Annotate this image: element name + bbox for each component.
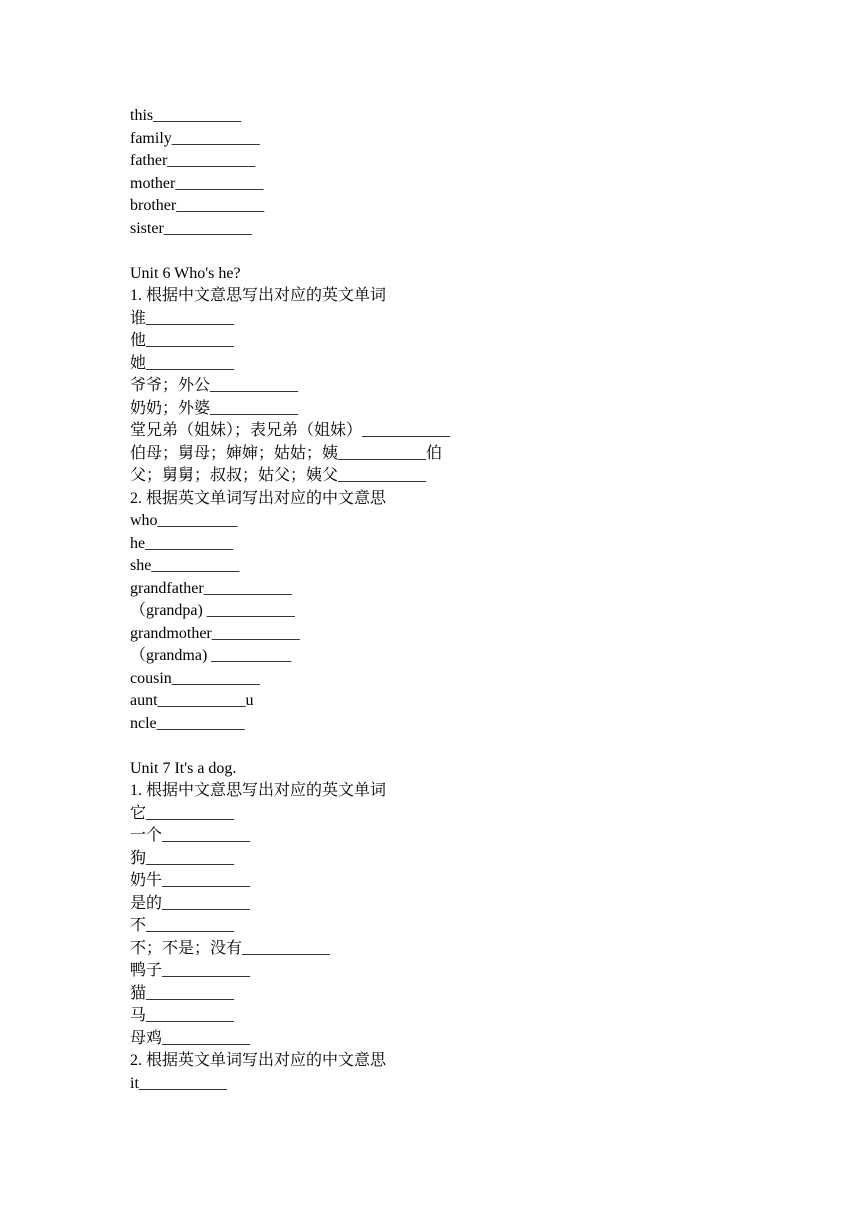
vocab-line: 狗___________	[130, 849, 235, 867]
vocab-line: brother___________	[130, 197, 265, 214]
vocab-line: she___________	[130, 557, 240, 574]
vocab-line: father___________	[130, 152, 256, 169]
exercise-instruction: 1. 根据中文意思写出对应的英文单词	[130, 287, 387, 304]
vocab-line: ncle___________	[130, 714, 245, 732]
unit6-section	[130, 263, 750, 736]
unit-heading: Unit 7 It's a dog.	[130, 759, 237, 777]
vocab-line: 不___________	[130, 917, 235, 934]
document-page	[130, 105, 750, 1095]
vocab-line: （grandpa) ___________	[130, 602, 295, 619]
vocab-line: grandmother___________	[130, 624, 300, 642]
vocab-line: cousin___________	[130, 669, 260, 687]
vocab-line: it___________	[130, 1074, 227, 1092]
vocab-line: family___________	[130, 129, 260, 147]
vocab-line: 她___________	[130, 354, 235, 372]
vocab-line: 它___________	[130, 804, 235, 822]
vocab-line: （grandma) __________	[130, 647, 292, 664]
exercise-instruction: 1. 根据中文意思写出对应的英文单词	[130, 782, 387, 799]
unit5-vocab-list	[130, 105, 750, 240]
spacer	[130, 240, 750, 263]
spacer	[130, 735, 750, 758]
vocab-line: sister___________	[130, 219, 252, 237]
exercise-instruction: 2. 根据英文单词写出对应的中文意思	[130, 489, 387, 507]
unit-heading: Unit 6 Who's he?	[130, 264, 241, 282]
vocab-line: 伯母；舅母；婶婶；姑姑；姨___________伯	[130, 444, 443, 462]
vocab-line: 不；不是；没有___________	[130, 939, 331, 957]
vocab-line: 鸭子___________	[130, 962, 251, 979]
vocab-line: grandfather___________	[130, 579, 292, 597]
vocab-line: 堂兄弟（姐妹）；表兄弟（姐妹）___________	[130, 422, 451, 439]
vocab-line: mother___________	[130, 174, 264, 192]
vocab-line: 猫___________	[130, 984, 235, 1002]
vocab-line: he___________	[130, 534, 234, 552]
vocab-line: 奶奶；外婆___________	[130, 399, 299, 417]
vocab-line: 是的___________	[130, 894, 251, 912]
vocab-line: 一个___________	[130, 827, 251, 844]
unit7-section	[130, 758, 750, 1096]
vocab-line: this___________	[130, 107, 242, 124]
exercise-instruction: 2. 根据英文单词写出对应的中文意思	[130, 1052, 387, 1069]
vocab-line: who__________	[130, 512, 238, 529]
vocab-line: 爷爷；外公___________	[130, 377, 299, 394]
vocab-line: aunt___________u	[130, 692, 254, 709]
vocab-line: 母鸡___________	[130, 1029, 251, 1047]
vocab-line: 奶牛___________	[130, 872, 251, 889]
vocab-line: 他___________	[130, 332, 235, 349]
vocab-line: 谁___________	[130, 309, 235, 327]
vocab-line: 马___________	[130, 1007, 235, 1024]
vocab-line: 父；舅舅；叔叔；姑父；姨父___________	[130, 467, 427, 484]
